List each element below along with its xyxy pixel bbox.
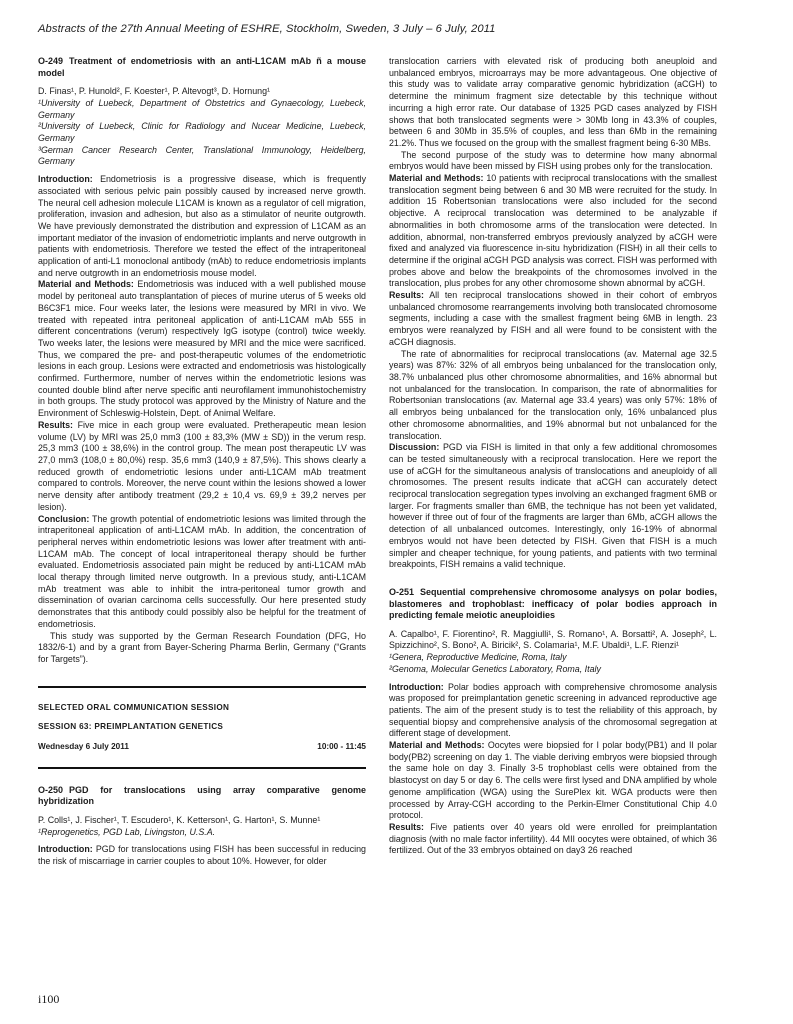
section-introduction: Introduction: Polar bodies approach with comprehensive chromosome analysis was proposed for preimplantation genetic screening in advanced reproductive age patients. The aim of the present study is to test the reliability of this approach, by sequential biopsy and comprehensive analysis of the chromosomal segregation at different stage of development. (389, 681, 717, 739)
journal-header: Abstracts of the 27th Annual Meeting of ESHRE, Stockholm, Sweden, 3 July – 6 July, 2011 (38, 23, 496, 35)
abstract-number: O-251 (389, 586, 415, 597)
section-results: Results: All ten reciprocal translocations showed in their cohort of embryos unbalanced chromosome rearrangements involving both translocated chromosome segments, including a case with the smallest fragment being 6MB in length. 23 embryos were reanalyzed by FISH and all were found to be consistent with the aCGH diagnosis. (389, 290, 717, 347)
intro-continued: translocation carriers with elevated risk of producing both aneuploid and unbalanced embryos, microarrays may be more advantageous. One objective of this study was to validate array comparative genomic hybridization (aCGH) to determine the minimum fragment size detectable by this technique without incurring a high error rate. Our database of 1325 PGD cases analyzed by FISH shows that both translocated segments were > 30Mb long in 43.3% of couples, between 6 and 30Mb in 35.5% of couples, and less than 6Mb in the remaining 21.2%. Thus we focused on the group with the smallest fragment being 6-30 MBs. (389, 56, 717, 148)
abstract-number: O-250 (38, 784, 64, 795)
abstract-title-text: Treatment of endometriosis with an anti-L1CAM mAb ñ a mouse model (38, 56, 366, 78)
right-column (389, 56, 717, 857)
abstract-title-o251 (389, 587, 717, 622)
affiliation: ²University of Luebeck, Clinic for Radiology and Nucear Medicine, Luebeck, Germany (38, 121, 366, 143)
session-banner (38, 686, 366, 769)
authors: P. Colls¹, J. Fischer¹, T. Escudero¹, K. Ketterson¹, G. Harton¹, S. Munne¹ (38, 814, 321, 825)
page-number: i100 (38, 992, 60, 1006)
abstract-title-text: PGD for translocations using array comparative genome hybridization (38, 784, 366, 807)
section-introduction: Introduction: PGD for translocations using FISH has been successful in reducing the risk of miscarriage in carrier couples to about 10%. However, for older (38, 844, 366, 867)
authors: D. Finas¹, P. Hunold², F. Koester¹, P. Altevogt³, D. Hornung¹ (38, 86, 270, 97)
session-datetime (38, 741, 366, 753)
section-results: Results: Five patients over 40 years old were enrolled for preimplantation diagnosis (with no male factor infertility). 44 MII oocytes were obtained, of which 36 fertilized. Out of the 33 embryos obtained on day3 26 reached (389, 821, 718, 856)
abstract-title-text: Sequential comprehensive chromosome analysys on polar bodies, blastomeres and trophoblast: inefficacy of polar bodies approach in predicting female meiotic aneuploidies (389, 586, 717, 621)
section-introduction: Introduction: Endometriosis is a progressive disease, which is frequently associated with serious pelvic pain possibly caused by increased nerve growth. The neural cell adhesion molecule L1CAM is known as a regulator of cell migration, proliferation, invasion and adhesion, but also as a stimulator of neurite outgrowth. We have previously demonstrated the distribution and expression of L1CAM as an important mediator of the invasion of endometriotic implants and nerve outgrowth in patients with endometriosis. Therefore we tested the effect of the intraperitoneal application of anti-L1 monoclonal antibody (mAb) to reduce endometriosis implants and nerve outgrowth in an endometriosis mouse model. (38, 174, 367, 278)
section-methods: Material and Methods: Oocytes were biopsied for I polar body(PB1) and II polar body(PB2) screening on day 1. The viable deriving embryos were biopsied through the same hole on day 3. Finally 3-5 trophoblast cells were obtained from the blastocyst on day 5 or day 6. The cells were first lysed and DNA amplified by whole genome amplification (WGA) using the SurePlex kit. WGA products were then processed by Array-CGH according to the Perkin-Elmer Constitutional Chip 4.0 protocol. (389, 740, 717, 821)
session-time: 10:00 - 11:45 (317, 742, 366, 752)
abstract-title-o249 (38, 56, 366, 79)
section-discussion: Discussion: PGD via FISH is limited in that only a few additional chromosomes can be tested simultaneously with a reciprocal translocation. Here we report the use of aCGH for the simultaneous analysis of translocations and aneuploidy of all chromosomes. The present results indicate that aCGH can accurately detect reciprocal translocation segregation types involving an exchanged fragment 6MB or larger. For fragments smaller than 6MB, the technique has not been yet validated, however if three out of four of the fragments are larger than 6Mb, aCGH allows the detection of all unbalanced outcomes. Interestingly, only 16-19% of abnormal embryos would not have been detected by FISH. Given that FISH is a much simpler and cheaper technique, for young patients, and patients with two terminal breakpoints, FISH remains a valid technique. (389, 442, 717, 570)
section-conclusion: Conclusion: The growth potential of endometriotic lesions was limited through the intraperitoneal application of anti-L1CAM mAb. In addition, the concentration of peripheral nerves within endometriotic lesions was lower after treatment with anti-L1CAM mAb. The concept of local intraperitoneal therapy should be further evaluated. Endometriosis associated pain might be reduced by anti-L1CAM mAb local therapy through limited nerve outgrowth. In a previous study, anti-L1CAM mAb treatment was able to inhibit the intra-peritoneal tumor growth and dissemination of ovarian carcinoma cells successfully. Our here presented study demonstrates that this antibody could possibly also be helpful for the treatment of endometriosis. (38, 513, 366, 629)
affiliation: ¹University of Luebeck, Department of Obstetrics and Gynaecology, Luebeck, Germany (38, 97, 366, 120)
session-title: SESSION 63: PREIMPLANTATION GENETICS (38, 722, 224, 732)
session-date: Wednesday 6 July 2011 (38, 742, 129, 752)
rate-paragraph: The rate of abnormalities for reciprocal translocations (av. Maternal age 32.5 years) was 87%: 32% of all embryos being unbalanced for the translocation only, 38.7% unbalanced plus other chromosome abnormalities, and 16% abnormal but not unbalanced for the translocation. In comparison, the rate of abnormalities for Robertsonian translocations (av. Maternal age 33.4 years) was only 57%: 18% of all embryos being unbalanced for the translocation only, 16% unbalanced plus other chromosome abnormalities, and 19% abnormal but not unbalanced for the translocation. (389, 348, 717, 441)
second-purpose: The second purpose of the study was to determine how many abnormal embryos would have been missed by FISH using probes only for the translocation. (389, 149, 717, 172)
section-methods: Material and Methods: 10 patients with reciprocal translocations with the smallest translocation segment being between 6 and 30 MB were recruited for the study. In addition 15 Robertsonian translocations were also included for the second objective. A reciprocal translocation was determined to be analyzable if abnormalities in both chromosome arms of the translocation were detected. In addition, abnormal, non-transferred embryos previously analyzed by aCGH were fixed and analyzed via fluorescence in-situ hybridization (FISH) in all their cells to determine if the original aCGH PGD analysis was correct. FISH was performed with probes above and below the breakpoints of the chromosomes involved in the translocation, plus probes for any other chromosome shown abnormal by aCGH. (389, 173, 717, 289)
session-type: SELECTED ORAL COMMUNICATION SESSION (38, 702, 230, 712)
section-methods: Material and Methods: Endometriosis was induced with a well published mouse model by peritoneal auto transplantation of pieces of murine uterus of 5 weeks old B6C3F1 mice. Four weeks later, the lesions were measured by MRI in vivo. We treated with repeated intra peritoneal application of anti-L1CAM mAb 555 in different concentrations (verum) respectively IgG isotype (control) twice weekly. Two weeks later, the lesions were measured by MRI and the mice were sacrificed. Thus, we compared the pre- and post-therapeutic volumes of the endometriotic lesions in each group. Lesions were extracted and endometriosis was histologically confirmed. Furthermore, number of nerves within the endometriotic lesions was counted double blind after nerve specific anti neurofilament immunohistochemistry in both groups. The study protocol was approved by the Ministry of Nature and the Environment of Schleswig-Holstein, Dept. of Animal Welfare. (38, 279, 366, 419)
funding-statement: This study was supported by the German Research Foundation (DFG, Ho 1832/6-1) and by a grant from Bayer-Schering Pharma Berlin, Germany (“Grants for Targets”). (38, 630, 366, 664)
affiliation: ³German Cancer Research Center, Translational Immunology, Heidelberg, Germany (38, 144, 366, 167)
affiliation: ¹Reprogenetics, PGD Lab, Livingston, U.S.A. (38, 826, 216, 837)
abstract-number: O-249 (38, 56, 64, 66)
affiliation: ¹Genera, Reproductive Medicine, Roma, Italy (389, 652, 567, 663)
abstract-title-o250 (38, 785, 366, 808)
affiliation: ²Genoma, Molecular Genetics Laboratory, Roma, Italy (389, 663, 601, 674)
authors: A. Capalbo¹, F. Fiorentino², R. Maggiulli¹, S. Romano¹, A. Borsatti², A. Joseph², L. Spizzichino², S. Bono², A. Biricik², S. Colamaria¹, M.F. Ubaldi¹, L.F. Rienzi¹ (389, 628, 717, 651)
left-column (38, 56, 366, 868)
section-results: Results: Five mice in each group were evaluated. Pretherapeutic mean lesion volume (LV) by MRI was 25,0 mm3 (100 ± 83,3% (MW ± SD)) in the verum resp. 25,3 mm3 (100 ± 38,6%) in the control group. The mean post therapeutic LV was 27,0 mm3 (108,0 ± 80,0%) resp. 35,6 mm3 (140,9 ± 87,5%). This shows clearly a reduced growth of endometriotic lesions under anti-L1CAM mAb treatment compared to controls. Moreover, the nerve count within the lesions showed a lower nerve density after antibody treatment (29,2 ± 10,4 vs. 69,9 ± 39,2 nerves per lesion). (38, 419, 367, 512)
